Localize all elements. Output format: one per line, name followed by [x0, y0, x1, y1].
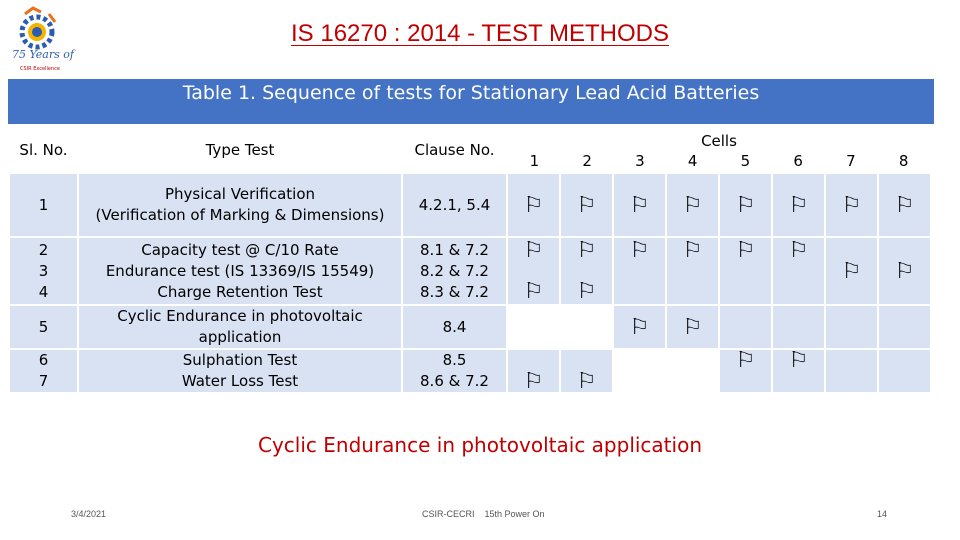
empty-cell: [879, 306, 930, 348]
cell-column: [720, 350, 771, 392]
cell-column: [561, 238, 612, 304]
row-sl-no: [10, 350, 77, 392]
check-mark-icon: ⚐: [735, 348, 756, 373]
empty-cell: [826, 306, 877, 348]
header-cell-number: 2: [582, 152, 592, 170]
row-sl-no-line: 6: [38, 351, 49, 369]
row-type-test: [79, 238, 401, 304]
cell-column: [667, 238, 718, 304]
header-cell-number: 7: [846, 152, 856, 170]
empty-cell: [826, 350, 877, 392]
row-clause-no: 8.4: [403, 306, 506, 348]
row-type-test: [79, 350, 401, 392]
footer-center-text: CSIR-CECRI 15th Power On: [422, 509, 545, 519]
check-mark-icon: ⚐: [576, 238, 597, 263]
check-mark-icon: ⚐: [894, 258, 915, 284]
row-type-test: [79, 174, 401, 236]
header-cell-number: 4: [687, 152, 698, 170]
row-clause-line: 8.3 & 7.2: [420, 282, 489, 301]
cell-column: [614, 238, 665, 304]
row-type-test-line: (Verification of Marking & Dimensions): [95, 206, 385, 224]
check-mark-icon: ⚐: [667, 174, 718, 236]
cell-column: [720, 238, 771, 304]
header-cell-number: 6: [793, 152, 803, 170]
row-type-test-line: Physical Verification: [164, 185, 316, 203]
slide-title: IS 16270 : 2014 - TEST METHODS: [291, 20, 669, 47]
check-mark-icon: ⚐: [523, 238, 544, 263]
row-sl-no: [10, 238, 77, 304]
empty-cell: [879, 350, 930, 392]
row-type-test-line: Charge Retention Test: [157, 282, 323, 301]
test-sequence-table: [8, 127, 932, 394]
row-type-test-line: Sulphation Test: [182, 351, 298, 369]
row-sl-no: 1: [10, 174, 77, 236]
header-cells: [508, 129, 930, 172]
check-mark-icon: ⚐: [773, 174, 824, 236]
row-sl-no-line: 7: [38, 372, 49, 390]
row-type-test-line: Cyclic Endurance in photovoltaic: [117, 307, 363, 325]
cell-column: [773, 238, 824, 304]
header-cell-number: 3: [635, 152, 645, 170]
check-mark-icon: ⚐: [735, 238, 756, 263]
svg-text:75 Years of: 75 Years of: [12, 48, 74, 61]
cell-column: [561, 350, 612, 392]
row-type-test-line: Endurance test (IS 13369/IS 15549): [105, 261, 375, 280]
table-header-row: [10, 129, 930, 172]
row-clause-no: [403, 238, 506, 304]
check-mark-icon: ⚐: [576, 369, 597, 394]
row-clause-no: [403, 350, 506, 392]
row-sl-no: 5: [10, 306, 77, 348]
row-sl-no-line: 3: [38, 261, 49, 280]
row-clause-no: 4.2.1, 5.4: [403, 174, 506, 236]
row-type-test-line: application: [198, 328, 282, 346]
empty-cell: [508, 306, 559, 348]
row-type-test: [79, 306, 401, 348]
svg-text:CSIR Excellence: CSIR Excellence: [20, 66, 60, 72]
cell-column: [508, 238, 559, 304]
table-row: [10, 350, 930, 392]
check-mark-icon: ⚐: [629, 238, 650, 263]
table-row: [10, 174, 930, 236]
empty-cell: [720, 306, 771, 348]
table-row: [10, 238, 930, 304]
row-clause-line: 8.6 & 7.2: [420, 372, 489, 390]
row-type-test-line: Capacity test @ C/10 Rate: [141, 240, 339, 259]
check-mark-icon: ⚐: [576, 279, 597, 304]
row-sl-no-line: 2: [38, 240, 49, 259]
empty-cell: [667, 350, 718, 392]
check-mark-icon: ⚐: [667, 306, 718, 348]
check-mark-icon: ⚐: [523, 369, 544, 394]
check-mark-icon: ⚐: [826, 174, 877, 236]
table-row: [10, 306, 930, 348]
empty-cell: [614, 350, 665, 392]
header-cells-label: Cells: [701, 132, 737, 150]
footer-date: 3/4/2021: [71, 509, 107, 519]
check-mark-icon: ⚐: [841, 258, 862, 284]
row-sl-no-line: 4: [38, 282, 49, 301]
check-mark-icon: ⚐: [508, 174, 559, 236]
table-caption: Table 1. Sequence of tests for Stationary Lead Acid Batteries: [8, 79, 934, 124]
row-clause-line: 8.5: [442, 351, 467, 369]
check-mark-icon: ⚐: [523, 279, 544, 304]
cell-column: [826, 238, 877, 304]
check-mark-icon: ⚐: [720, 174, 771, 236]
cell-column: [879, 238, 930, 304]
check-mark-icon: ⚐: [614, 174, 665, 236]
cell-column: [508, 350, 559, 392]
row-type-test-line: Water Loss Test: [181, 372, 299, 390]
check-mark-icon: ⚐: [879, 174, 930, 236]
header-sl-no: Sl. No.: [10, 129, 77, 172]
header-cell-number: 5: [740, 152, 751, 170]
check-mark-icon: ⚐: [614, 306, 665, 348]
row-clause-line: 8.2 & 7.2: [420, 261, 489, 280]
header-type-test: Type Test: [79, 129, 401, 172]
empty-cell: [561, 306, 612, 348]
empty-cell: [773, 306, 824, 348]
check-mark-icon: ⚐: [788, 238, 809, 263]
row-clause-line: 8.1 & 7.2: [420, 240, 489, 259]
header-clause-no: Clause No.: [403, 129, 506, 172]
header-cell-number: 8: [898, 152, 909, 170]
check-mark-icon: ⚐: [682, 238, 703, 263]
check-mark-icon: ⚐: [788, 348, 809, 373]
footer-page-number: 14: [877, 509, 888, 519]
cell-column: [773, 350, 824, 392]
header-cell-number: 1: [529, 152, 540, 170]
section-subtitle: Cyclic Endurance in photovoltaic application: [258, 433, 702, 457]
check-mark-icon: ⚐: [561, 174, 612, 236]
